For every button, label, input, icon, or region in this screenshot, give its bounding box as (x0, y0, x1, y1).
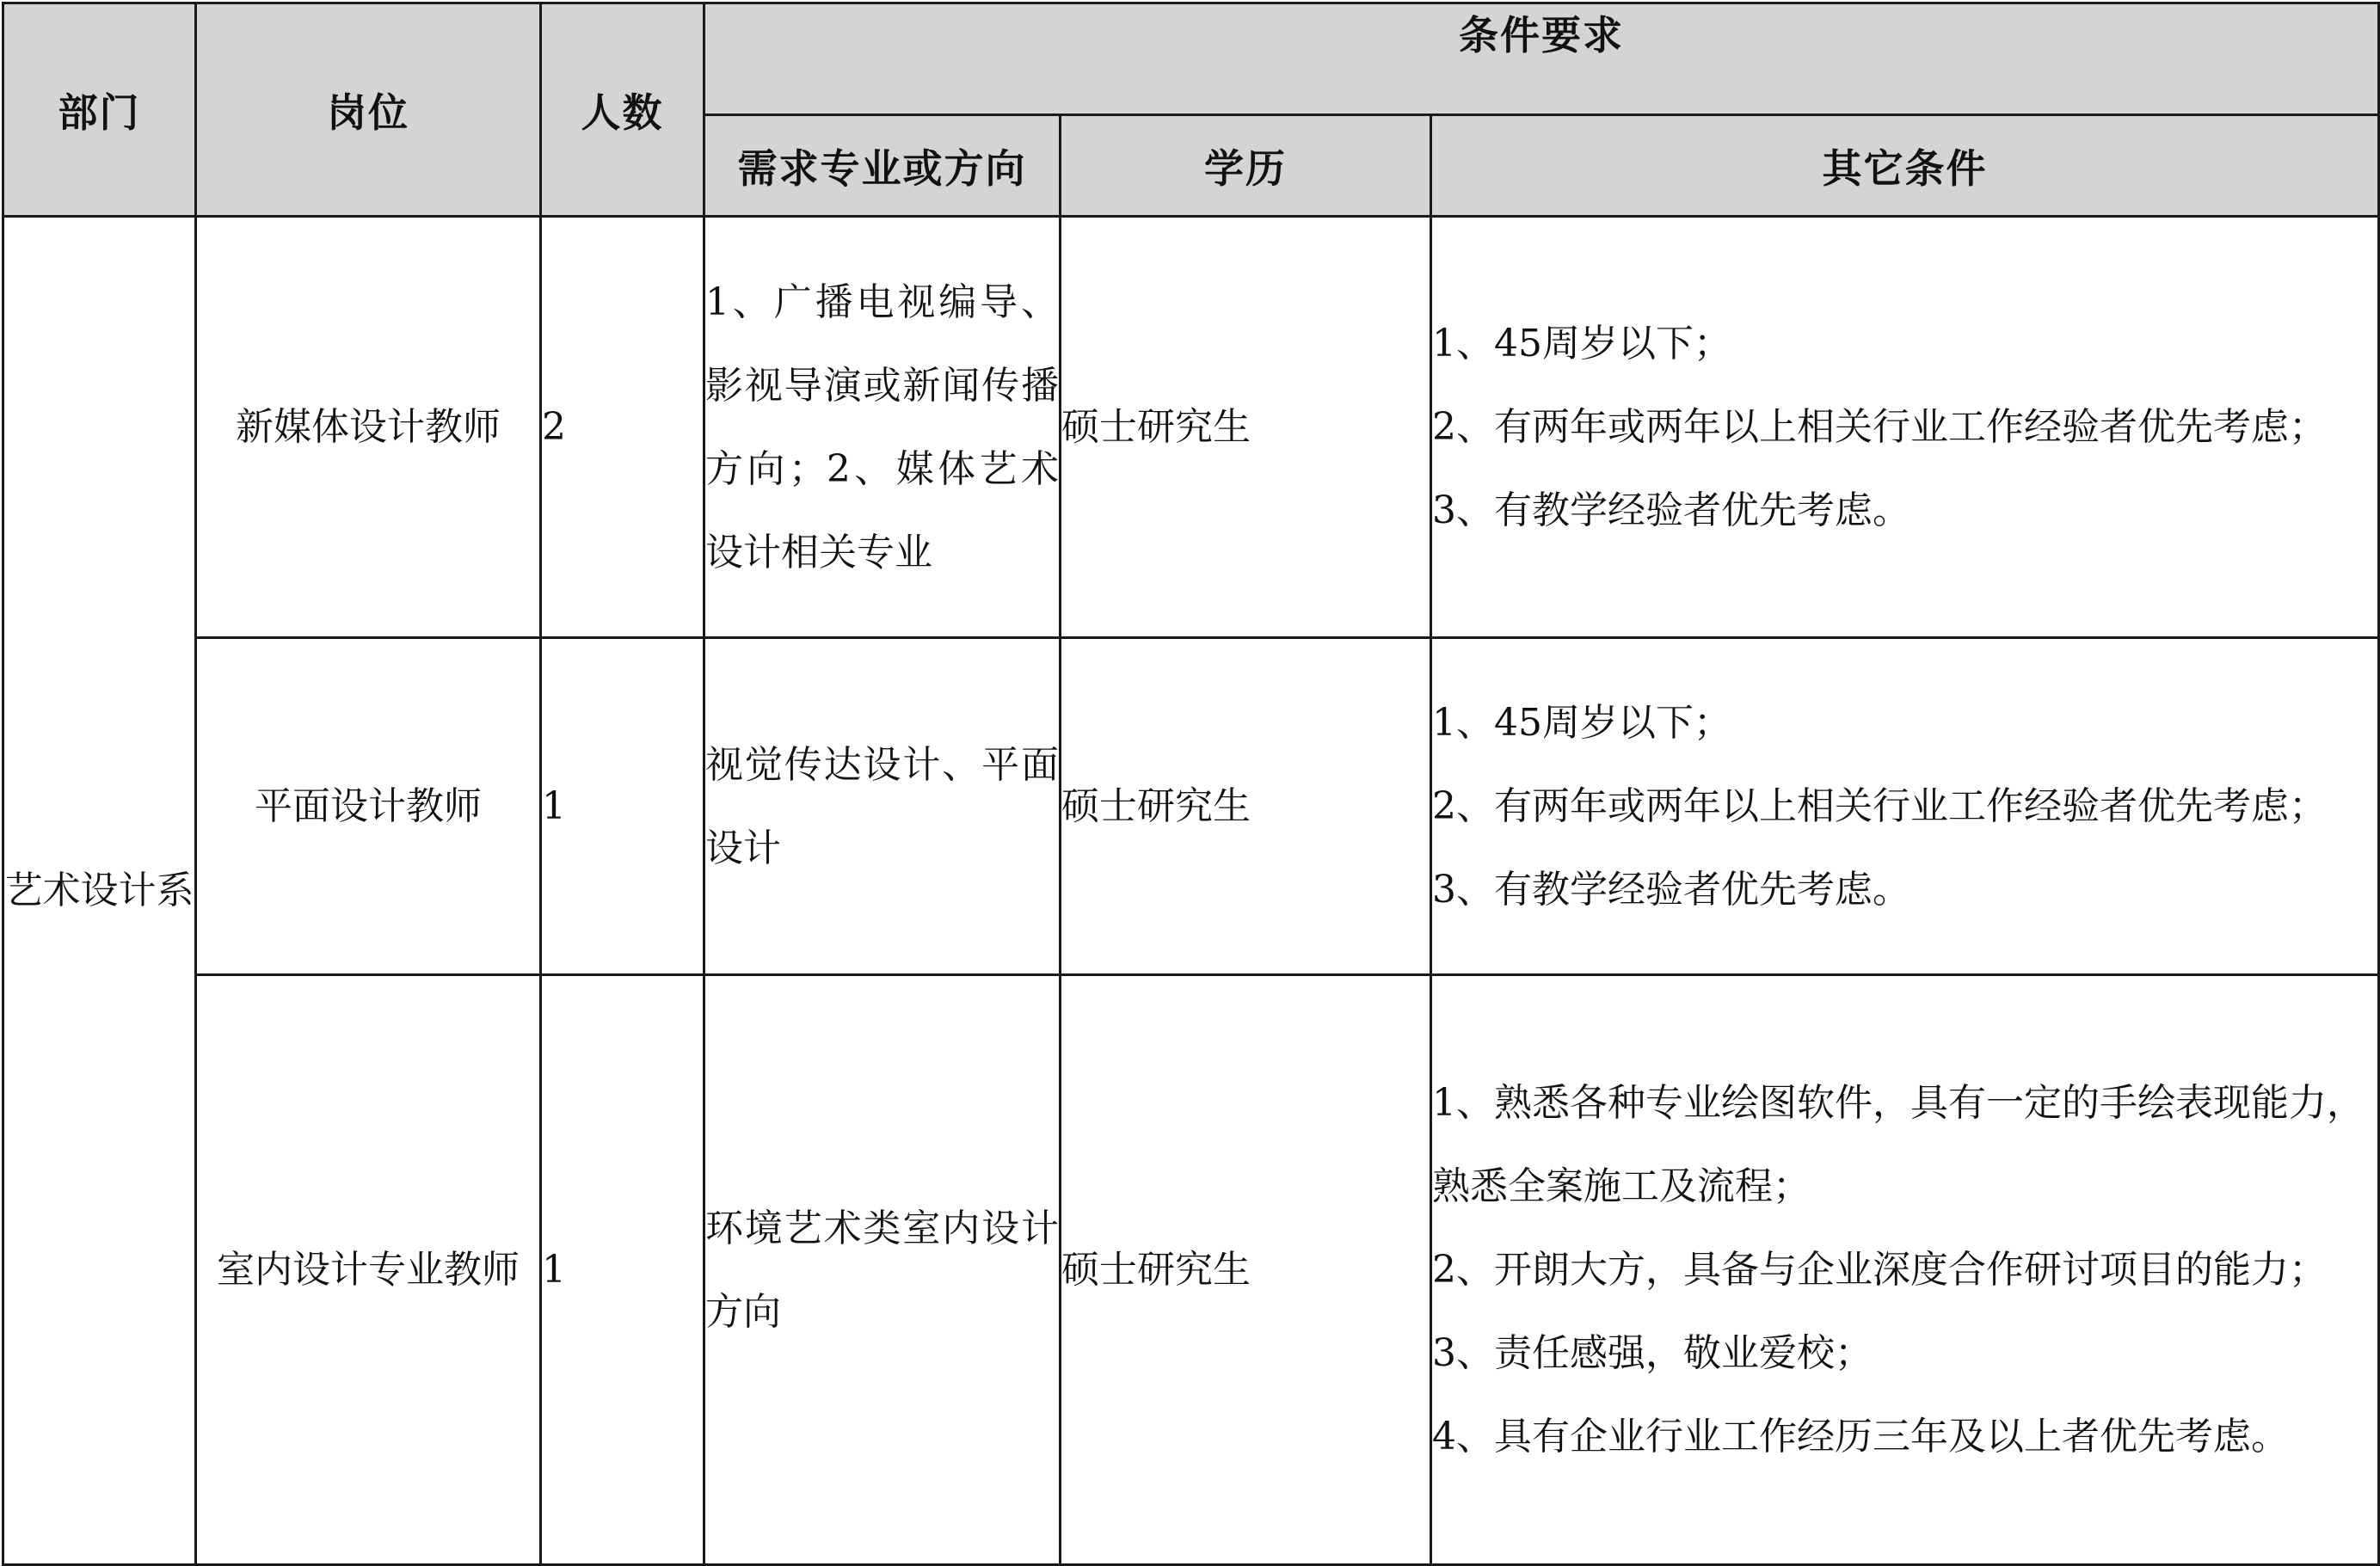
recruitment-table (2, 2, 2380, 1566)
degree-cell: 硕士研究生 (1061, 638, 1431, 975)
condition-line: 3、有教学经验者优先考虑。 (1432, 868, 1910, 912)
header-degree: 学历 (1061, 115, 1431, 217)
header-position: 岗位 (196, 3, 541, 217)
table-row (3, 975, 2379, 1565)
condition-line: 1、熟悉各种专业绘图软件，具有一定的手绘表现能力，熟悉全案施工及流程； (1432, 1081, 2365, 1208)
count-cell: 1 (541, 638, 704, 975)
department-cell: 艺术设计系 (3, 217, 196, 1565)
header-major: 需求专业或方向 (704, 115, 1061, 217)
condition-line: 2、开朗大方，具备与企业深度合作研讨项目的能力； (1432, 1248, 2327, 1292)
table-row (3, 217, 2379, 638)
header-count: 人数 (541, 3, 704, 217)
other-conditions-cell (1431, 638, 2379, 975)
major-cell: 1、广播电视编导、影视导演或新闻传播方向；2、媒体艺术设计相关专业 (704, 217, 1061, 638)
position-cell: 室内设计专业教师 (196, 975, 541, 1565)
table-row (3, 638, 2379, 975)
condition-line: 4、具有企业行业工作经历三年及以上者优先考虑。 (1432, 1415, 2289, 1459)
position-cell: 平面设计教师 (196, 638, 541, 975)
position-cell: 新媒体设计教师 (196, 217, 541, 638)
header-row-1 (3, 3, 2379, 115)
condition-line: 1、45周岁以下； (1432, 322, 1731, 365)
condition-line: 2、有两年或两年以上相关行业工作经验者优先考虑； (1432, 784, 2327, 828)
condition-line: 3、有教学经验者优先考虑。 (1432, 488, 1910, 532)
header-requirements: 条件要求 (704, 3, 2379, 115)
count-cell: 1 (541, 975, 704, 1565)
count-cell: 2 (541, 217, 704, 638)
major-cell: 视觉传达设计、平面设计 (704, 638, 1061, 975)
major-cell: 环境艺术类室内设计方向 (704, 975, 1061, 1565)
degree-cell: 硕士研究生 (1061, 217, 1431, 638)
other-conditions-cell (1431, 975, 2379, 1565)
condition-line: 2、有两年或两年以上相关行业工作经验者优先考虑； (1432, 405, 2327, 449)
condition-line: 1、45周岁以下； (1432, 701, 1731, 745)
header-dept: 部门 (3, 3, 196, 217)
other-conditions-cell (1431, 217, 2379, 638)
condition-line: 3、责任感强，敬业爱校； (1432, 1331, 1873, 1375)
degree-cell: 硕士研究生 (1061, 975, 1431, 1565)
header-other: 其它条件 (1431, 115, 2379, 217)
